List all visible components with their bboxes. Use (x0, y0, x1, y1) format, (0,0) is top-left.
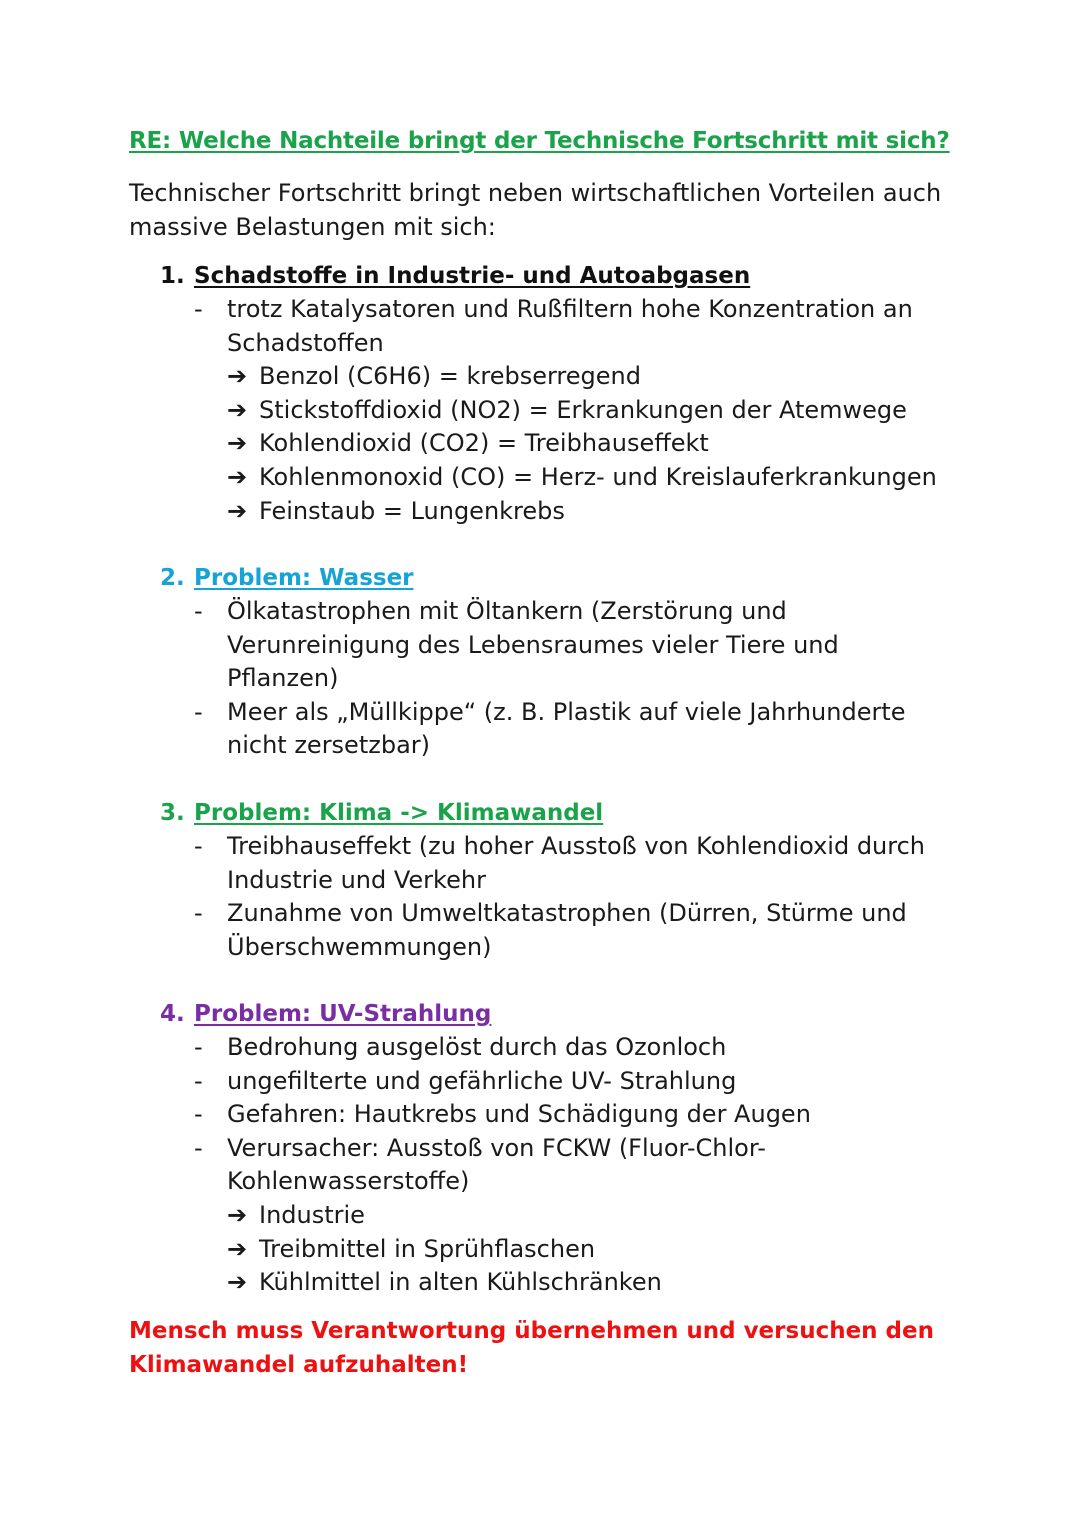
arrow-item (160, 461, 980, 495)
list-item-text: Bedrohung ausgelöst durch das Ozonloch (227, 1033, 727, 1061)
arrow-item (160, 1199, 980, 1233)
arrow-right-icon: ➔ (227, 462, 248, 491)
arrow-item-text: Stickstoffdioxid (NO2) = Erkrankungen der Atemwege (259, 395, 907, 424)
dash-bullet: - (194, 1033, 203, 1061)
arrow-right-icon: ➔ (227, 362, 248, 391)
section-number: 3. (160, 800, 185, 826)
list-item-text: Treibhauseffekt (zu hoher Ausstoß von Kohlendioxid durch Industrie und Verkehr (227, 832, 926, 894)
dash-bullet: - (194, 697, 203, 726)
list-item (160, 696, 927, 763)
arrow-item (160, 360, 980, 394)
list-item-text: Verursacher: Ausstoß von FCKW (Fluor-Chlor-Kohlenwasserstoffe) (227, 1133, 766, 1196)
list-item (160, 1031, 947, 1065)
arrow-item-text: Industrie (259, 1200, 365, 1229)
section-heading (160, 997, 980, 1031)
list-item-text: trotz Katalysatoren und Rußfiltern hohe Konzentration an Schadstoffen (227, 295, 913, 357)
list-item-text: ungefilterte und gefährliche UV- Strahlung (227, 1066, 737, 1095)
list-item (160, 1098, 947, 1132)
list-item-text: Zunahme von Umweltkatastrophen (Dürren, Stürme und Überschwemmungen) (227, 899, 907, 961)
section-number: 2. (160, 565, 185, 591)
arrow-right-icon: ➔ (227, 395, 248, 424)
section-klima (160, 796, 980, 964)
section-number: 1. (160, 263, 185, 289)
arrow-right-icon: ➔ (227, 1268, 248, 1297)
list-item (160, 1132, 847, 1199)
list-item (160, 897, 927, 964)
arrow-item-text: Benzol (C6H6) = krebserregend (259, 362, 641, 391)
arrow-item-text: Feinstaub = Lungenkrebs (259, 496, 565, 525)
section-number: 4. (160, 1001, 185, 1027)
section-heading-text: Problem: Klima -> Klimawandel (194, 800, 604, 826)
arrow-item (160, 394, 980, 428)
arrow-item-text: Kohlendioxid (CO2) = Treibhauseffekt (259, 429, 709, 458)
arrow-item-text: Kühlmittel in alten Kühlschränken (259, 1268, 662, 1297)
list-item (160, 830, 947, 897)
section-heading-text: Schadstoffe in Industrie- und Autoabgasen (194, 263, 751, 289)
arrow-item (160, 427, 980, 461)
dash-bullet: - (194, 1066, 203, 1095)
section-heading (160, 561, 980, 595)
section-heading (160, 259, 980, 293)
list-item-text: Gefahren: Hautkrebs und Schädigung der Augen (227, 1100, 811, 1129)
section-uv-strahlung (160, 997, 980, 1300)
arrow-item (160, 495, 980, 529)
list-item (160, 595, 847, 696)
dash-bullet: - (194, 1133, 203, 1162)
arrow-item (160, 1266, 980, 1300)
page-title: RE: Welche Nachteile bringt der Technische Fortschritt mit sich? (129, 128, 950, 154)
section-heading (160, 796, 980, 830)
arrow-right-icon: ➔ (227, 496, 248, 525)
conclusion-text: Mensch muss Verantwortung übernehmen und versuchen den Klimawandel aufzuhalten! (129, 1318, 934, 1378)
arrow-item-text: Kohlenmonoxid (CO) = Herz- und Kreislauferkrankungen (259, 462, 937, 491)
list-item (160, 293, 947, 360)
section-schadstoffe (160, 259, 980, 528)
section-heading-text: Problem: UV-Strahlung (194, 1001, 492, 1027)
arrow-right-icon: ➔ (227, 429, 248, 458)
arrow-right-icon: ➔ (227, 1200, 248, 1229)
dash-bullet: - (194, 295, 203, 323)
list-item (160, 1065, 947, 1099)
list-item-text: Meer als „Müllkippe“ (z. B. Plastik auf viele Jahrhunderte nicht zersetzbar) (227, 697, 906, 760)
arrow-right-icon: ➔ (227, 1234, 248, 1263)
section-heading-text: Problem: Wasser (194, 565, 414, 591)
dash-bullet: - (194, 1100, 203, 1129)
dash-bullet: - (194, 899, 203, 928)
list-item-text: Ölkatastrophen mit Öltankern (Zerstörung und Verunreinigung des Lebensraumes vieler Tiere und Pflanzen) (227, 597, 839, 693)
intro-paragraph: Technischer Fortschritt bringt neben wirtschaftlichen Vorteilen auch massive Belastungen mit sich: (129, 179, 942, 241)
arrow-item-text: Treibmittel in Sprühflaschen (259, 1234, 596, 1263)
dash-bullet: - (194, 597, 203, 625)
dash-bullet: - (194, 832, 203, 860)
arrow-item (160, 1233, 980, 1267)
section-wasser (160, 561, 980, 763)
